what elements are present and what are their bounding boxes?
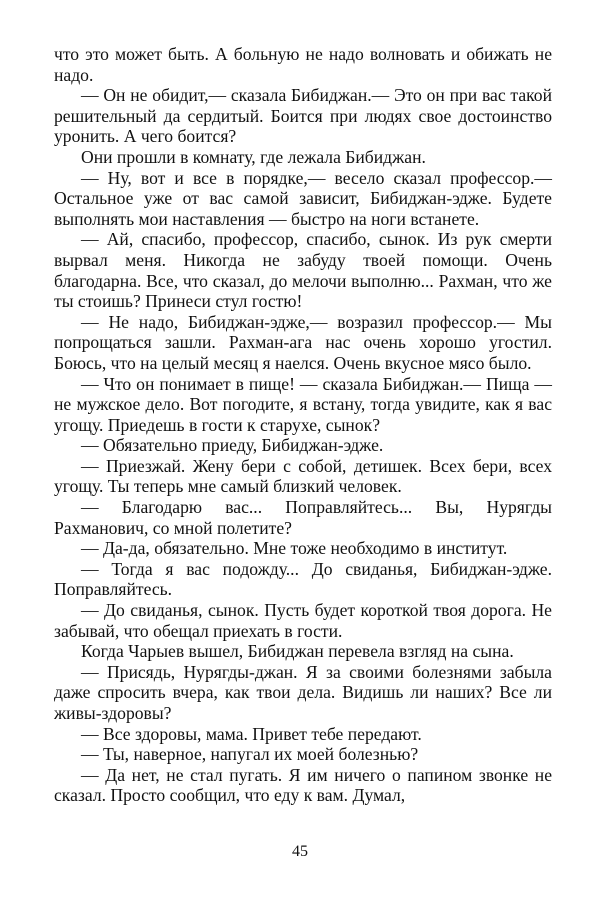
paragraph-2: — Он не обидит,— сказала Бибиджан.— Это он при вас такой решительный да сердитый. Боится при людях свое достоинство уронить. А чего боится? xyxy=(54,85,552,147)
paragraph-10: — Благодарю вас... Поправляйтесь... Вы, Нурягды Рахманович, со мной полетите? xyxy=(54,497,552,538)
page-body xyxy=(54,44,552,806)
paragraph-11: — Да-да, обязательно. Мне тоже необходимо в институт. xyxy=(81,538,508,559)
paragraph-4: — Ну, вот и все в порядке,— весело сказал профессор.— Остальное уже от вас самой зависит, Бибиджан-эдже. Будете выполнять мои наставления — быстро на ноги встанете. xyxy=(54,167,552,229)
paragraph-8: — Обязательно приеду, Бибиджан-эдже. xyxy=(81,435,384,456)
paragraph-7: — Что он понимает в пище! — сказала Бибиджан.— Пища — не мужское дело. Вот погодите, я встану, тогда увидите, как я вас угощу. Приедешь в гости к старухе, сынок? xyxy=(54,373,552,435)
paragraph-6: — Не надо, Бибиджан-эдже,— возразил профессор.— Мы попрощаться зашли. Рахман-ага нас очень хорошо угостил. Боюсь, что на целый месяц я наелся. Очень вкусное мясо было. xyxy=(54,311,552,373)
paragraph-12: — Тогда я вас подожду... До свиданья, Бибиджан-эдже. Поправляйтесь. xyxy=(54,558,552,600)
paragraph-13: — До свиданья, сынок. Пусть будет короткой твоя дорога. Не забывай, что обещал приехать в гости. xyxy=(54,600,552,641)
paragraph-3: Они прошли в комнату, где лежала Бибиджан. xyxy=(81,146,426,167)
paragraph-1: что это может быть. А больную не надо волновать и обижать не надо. xyxy=(54,44,552,85)
paragraph-17: — Ты, наверное, напугал их моей болезнью? xyxy=(81,744,419,765)
paragraph-15: — Присядь, Нурягды-джан. Я за своими болезнями забыла даже спросить вчера, как твои дела. Видишь ли наших? Все ли живы-здоровы? xyxy=(54,661,552,723)
page-number: 45 xyxy=(292,843,308,860)
paragraph-18: — Да нет, не стал пугать. Я им ничего о папином звонке не сказал. Просто сообщил, что еду к вам. Думал, xyxy=(54,764,552,806)
paragraph-9: — Приезжай. Жену бери с собой, детишек. Всех бери, всех угощу. Ты теперь мне самый близкий человек. xyxy=(54,455,552,497)
paragraph-5: — Ай, спасибо, профессор, спасибо, сынок. Из рук смерти вырвал меня. Никогда не забуду твоей помощи. Очень благодарна. Все, что сказал, до мелочи выполню... Рахман, что же ты стоишь? Принеси стул гостю! xyxy=(54,229,552,312)
paragraph-14: Когда Чарыев вышел, Бибиджан перевела взгляд на сына. xyxy=(81,641,514,662)
paragraph-16: — Все здоровы, мама. Привет тебе передают. xyxy=(81,723,422,744)
